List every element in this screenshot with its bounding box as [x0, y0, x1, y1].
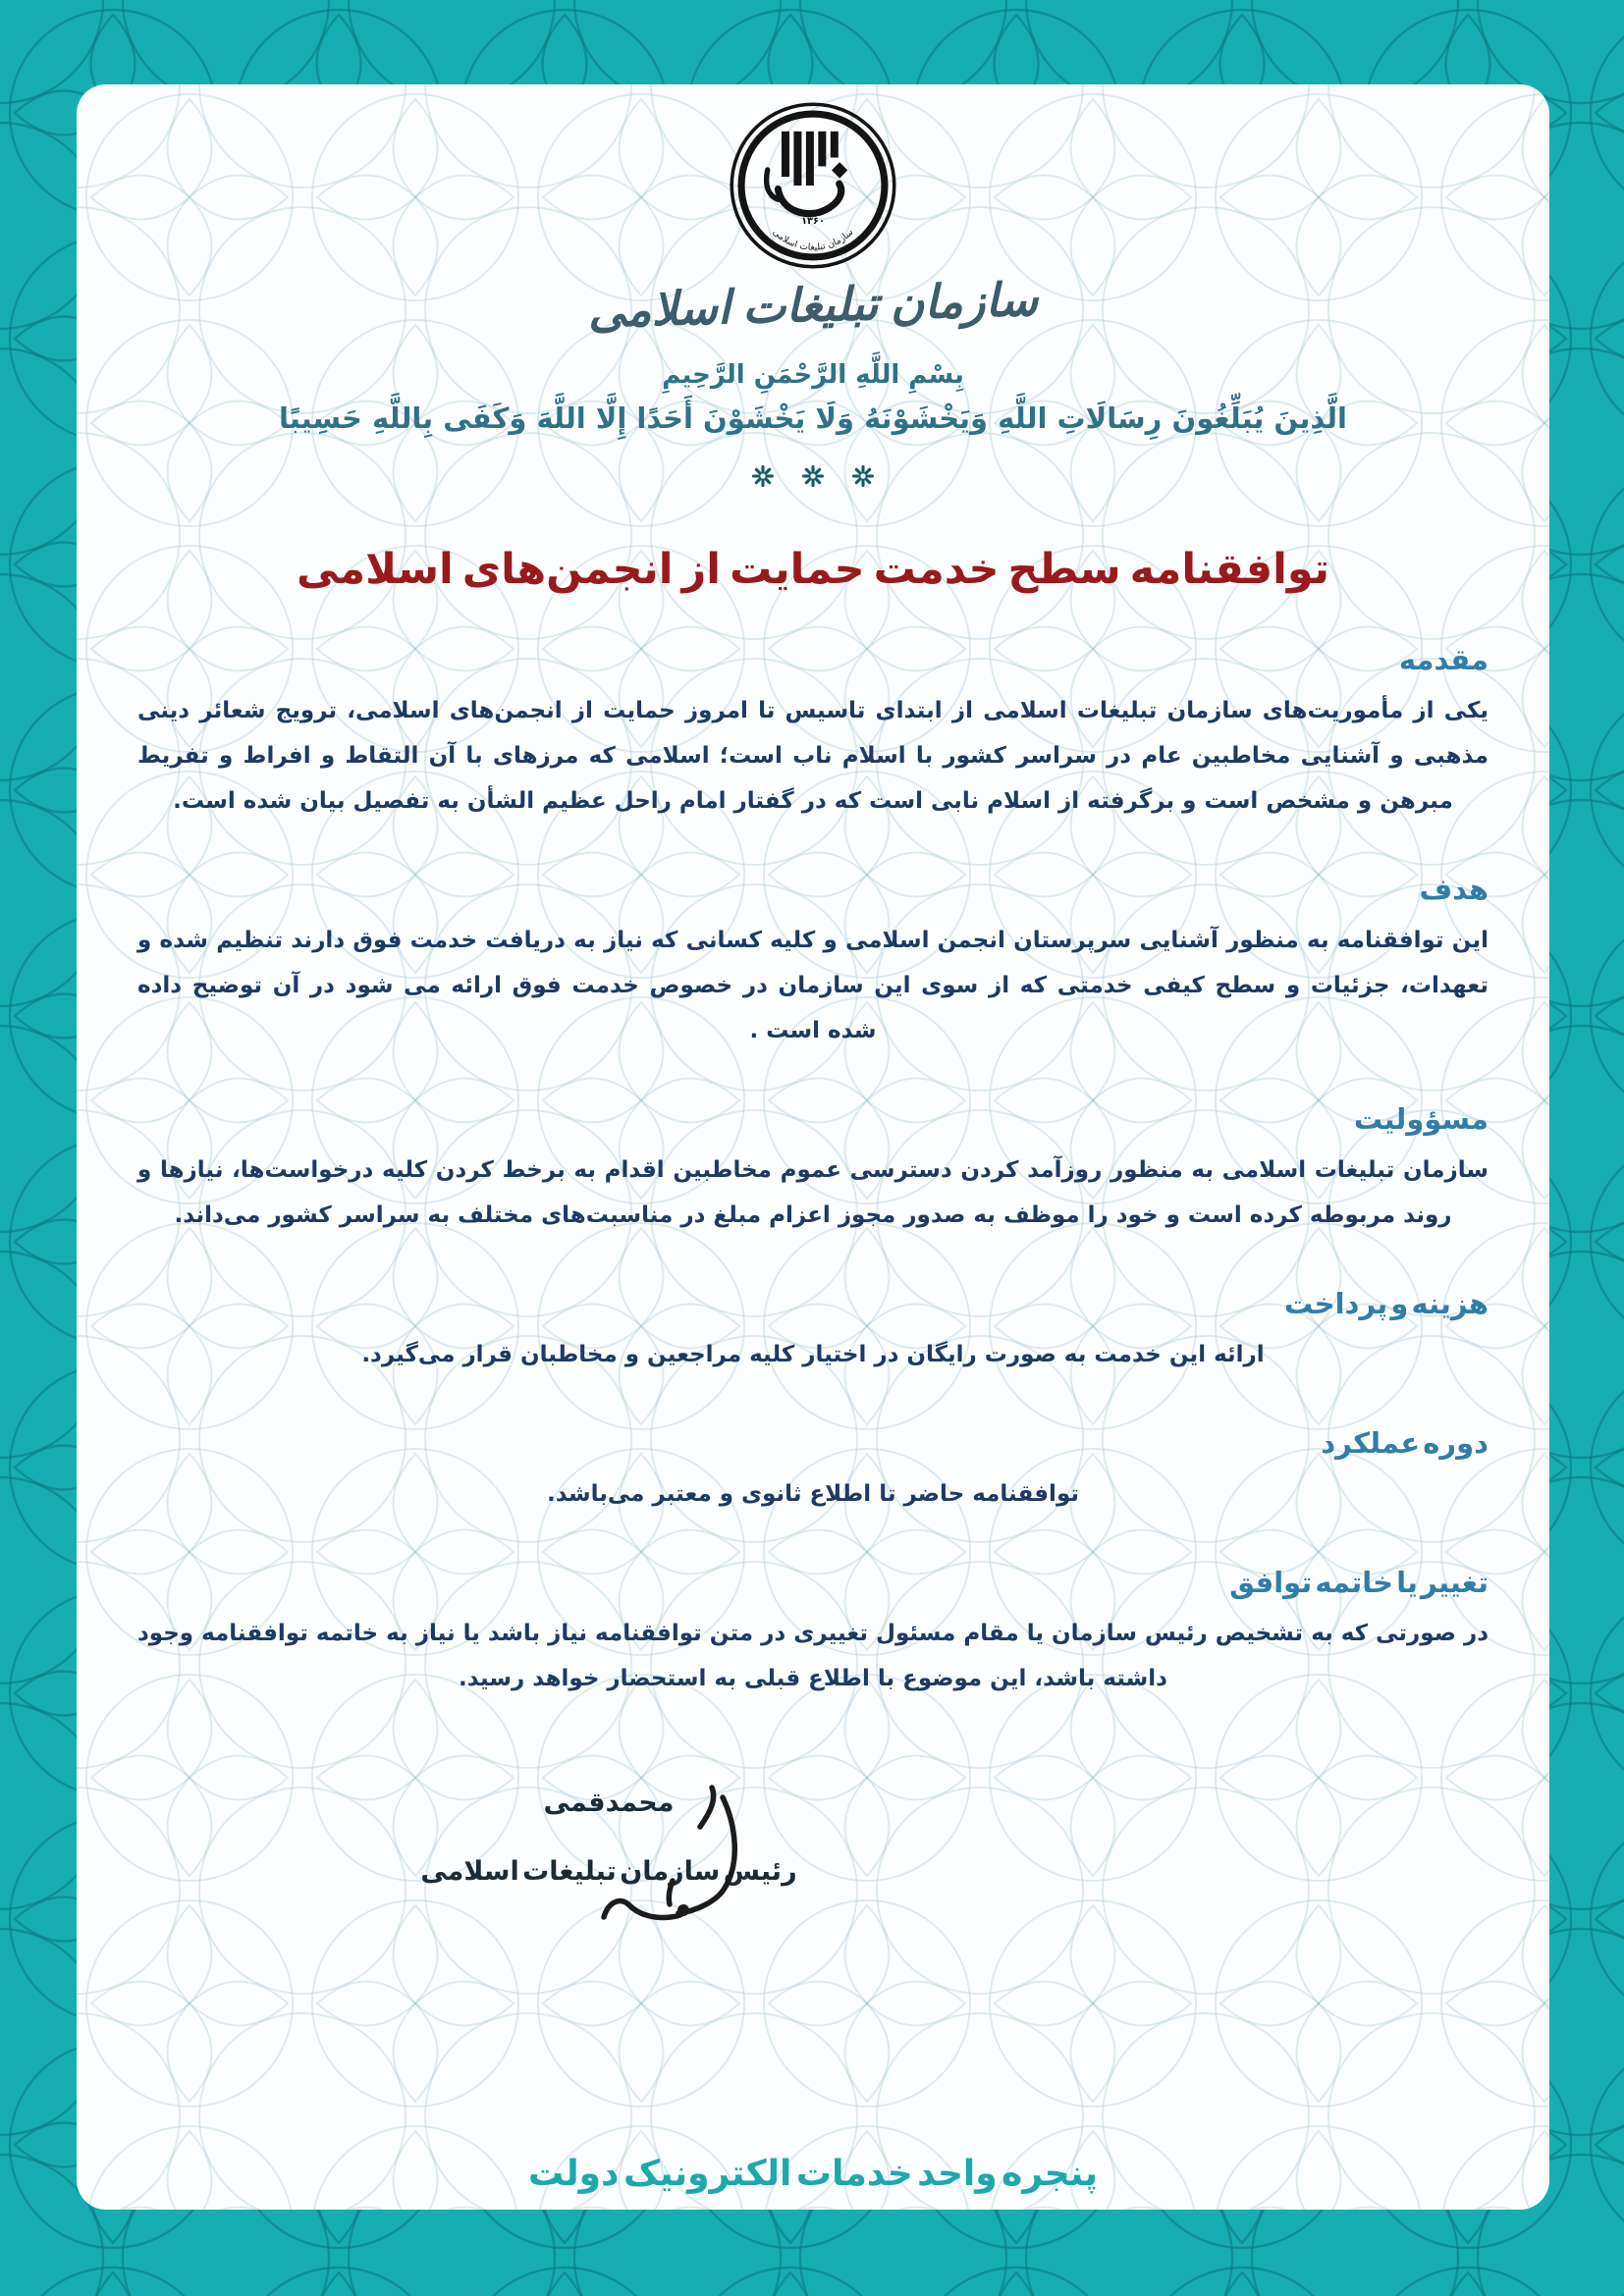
organization-name-calligraphy: سازمان تبلیغات اسلامی — [587, 273, 1039, 339]
section-heading: مسؤولیت — [1353, 1102, 1489, 1136]
allah-kufic-emblem-icon — [726, 98, 900, 273]
section-heading: دوره عملکرد — [1321, 1426, 1489, 1460]
section-responsibility — [137, 1102, 1489, 1238]
section-heading: مقدمه — [1398, 643, 1489, 676]
logo-year: ۱۳۶۰ — [801, 216, 825, 228]
section-change-or-termination — [137, 1566, 1489, 1701]
section-body: این توافقنامه به منظور آشنایی سرپرستان انجمن اسلامی و کلیه کسانی که نیاز به دریافت خدمت فوق دارند تنظیم شده و تعهدات، جزئیات و سطح کیفی خدمتی که از سوی این سازمان در خصوص خدمت فوق ارائه می شود در آن توضیح داده شده است . — [137, 928, 1489, 1043]
flower-ornament-icon — [751, 464, 775, 488]
flower-ornament-icon — [801, 464, 825, 488]
section-body: ارائه این خدمت به صورت رایگان در اختیار کلیه مراجعین و مخاطبان قرار می‌گیرد. — [361, 1342, 1265, 1367]
organization-logo — [137, 98, 1489, 277]
section-heading: هدف — [1419, 873, 1489, 906]
section-body: سازمان تبلیغات اسلامی به منظور روزآمد کردن دسترسی عموم مخاطبین اقدام به برخط کردن کلیه درخواست‌ها، نیازها و روند مربوطه کرده است و خود را موظف به صدور مجوز اعزام مبلغ در مناسبت‌های مختلف به سراسر کشور می‌داند. — [137, 1157, 1489, 1228]
document-title: توافقنامه سطح خدمت حمایت از انجمن‌های اسلامی — [297, 545, 1329, 594]
section-goal — [137, 873, 1489, 1053]
section-heading: هزینه و پرداخت — [1283, 1287, 1489, 1320]
section-body: توافقنامه حاضر تا اطلاع ثانوی و معتبر می‌باشد. — [547, 1481, 1079, 1507]
bismillah-line: بِسْمِ اللَّهِ الرَّحْمَنِ الرَّحِيمِ — [662, 360, 964, 390]
footer-service-window: پنجره واحد خدمات الکترونیک دولت — [528, 2154, 1098, 2194]
handwritten-signature — [594, 1780, 751, 1947]
flower-ornament-icon — [851, 464, 875, 488]
section-body: در صورتی که به تشخیص رئیس سازمان یا مقام مسئول تغییری در متن توافقنامه نیاز باشد یا نیاز به خاتمه توافقنامه وجود داشته باشد، این موضوع با اطلاع قبلی به استحضار خواهد رسید. — [137, 1621, 1489, 1691]
section-cost-and-payment — [137, 1287, 1489, 1377]
section-body: یکی از مأموریت‌های سازمان تبلیغات اسلامی از ابتدای تاسیس تا امروز حمایت از انجمن‌های اسلامی، ترویج شعائر دینی مذهبی و آشنایی مخاطبین عام در سراسر کشور با اسلام ناب است؛ اسلامی که مرزهای با آن التقاط و افراط و تفریط مبرهن و مشخص است و برگرفته از اسلام نابی است که در گفتار امام راحل عظیم الشأن به تفصیل بیان شده است. — [137, 698, 1489, 814]
signer-role: رئیس سازمان تبلیغات اسلامی — [420, 1856, 797, 1887]
page — [77, 84, 1549, 2210]
signature-block — [137, 1731, 1489, 2025]
document-content — [77, 98, 1549, 2025]
signer-name: محمدقمی — [543, 1788, 675, 1818]
ornament-row — [137, 464, 1489, 488]
logo-caption: سازمان تبلیغات اسلامی — [770, 227, 856, 253]
section-heading: تغییر یا خاتمه توافق — [1229, 1566, 1489, 1599]
section-performance-period — [137, 1426, 1489, 1517]
section-introduction — [137, 643, 1489, 824]
quran-verse: الَّذِينَ يُبَلِّغُونَ رِسَالَاتِ اللَّهِ وَيَخْشَوْنَهُ وَلَا يَخْشَوْنَ أَحَدًا إِلَّا اللَّهَ وَكَفَى بِاللَّهِ حَسِيبًا — [278, 401, 1347, 435]
